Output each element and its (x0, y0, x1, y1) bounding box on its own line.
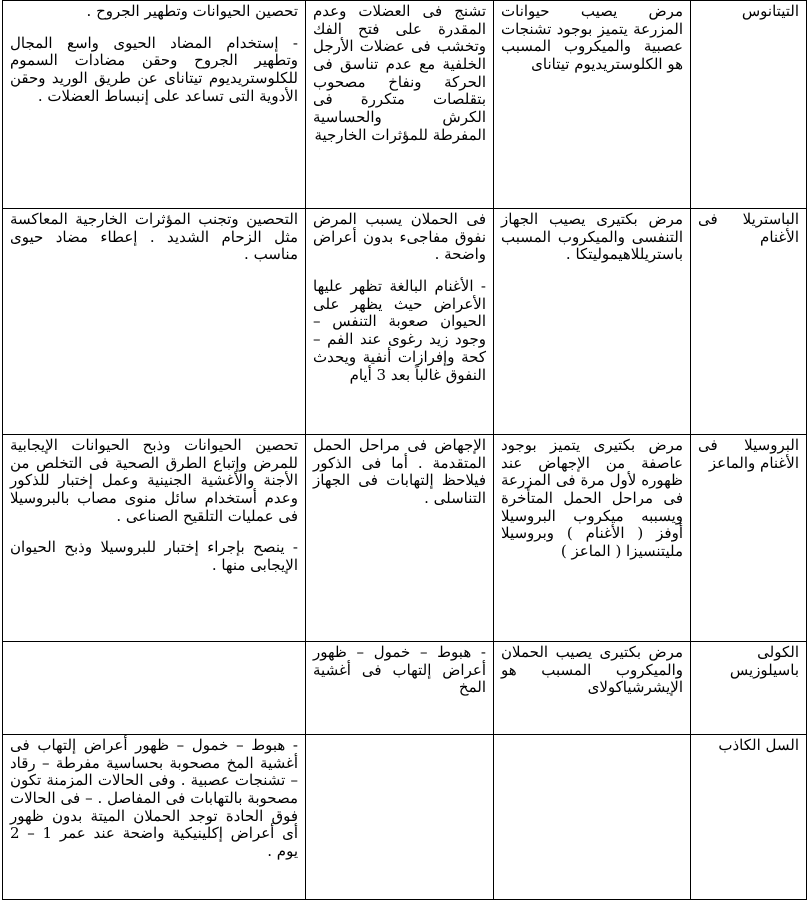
table-row (3, 209, 807, 435)
description-cell (494, 1, 691, 209)
disease-table (2, 0, 807, 900)
symptoms-cell (306, 1, 494, 209)
treatment-text: - هبوط – خمول – ظهور أعراض إلتهاب فى أغشية المخ مصحوبة بحساسية مفرطة – رقاد – تشنجات عصبية . وفى الحالات المزمنة تكون مصحوبة بالتهابات فى المفاصل . – فى الحالات فوق الحادة توجد الحملان الميتة بدون ظهور أى أعراض إكلينيكية واضحة عند عمر 1 – 2 يوم . (10, 736, 298, 861)
symptoms-cell (306, 435, 494, 642)
disease-name: الكولى باسيلوزيس (729, 643, 799, 679)
description-cell (494, 642, 691, 735)
treatment-text: - ينصح بإجراء إختبار للبروسيلا وذبح الحيوان الإيجابى منها . (10, 538, 298, 575)
treatment-text: - إستخدام المضاد الحيوى واسع المجال وتطهير الجروح وحقن مضادات السموم للكلوستريديوم تيتاناى عن طريق الوريد وحقن الأدوية التى تساعد على إنبساط العضلات . (10, 33, 298, 105)
disease-description: مرض بكتيرى يصيب الحملان والميكروب المسبب هو الإيشرشياكولاى (501, 643, 683, 697)
treatment-text: تحصين الحيوانات وتطهير الجروح . (86, 2, 298, 20)
disease-name: التيتانوس (741, 2, 799, 20)
disease-name-cell (691, 642, 807, 735)
disease-name: السل الكاذب (718, 736, 799, 754)
treatment-cell (3, 642, 306, 735)
symptoms-text: - هبوط – خمول – ظهور أعراض إلتهاب فى أغشية المخ (313, 643, 486, 697)
table-row (3, 735, 807, 900)
table-row (3, 1, 807, 209)
symptoms-text: تشنج فى العضلات وعدم المقدرة على فتح الفك وتخشب فى عضلات الأرجل الخلفية مع عدم تناسق فى الحركة ونفاخ مصحوب بتقلصات متكررة فى الكرش والحساسية المفرطة للمؤثرات الخارجية (313, 2, 486, 144)
disease-name: البروسيلا فى الأغنام والماعز (698, 436, 799, 472)
disease-description: مرض بكتيرى يصيب الجهاز التنفسى والميكروب المسبب باستريللاهيموليتكا . (501, 210, 683, 264)
disease-name-cell (691, 435, 807, 642)
treatment-cell (3, 209, 306, 435)
treatment-cell (3, 735, 306, 900)
table-row (3, 435, 807, 642)
treatment-cell (3, 435, 306, 642)
treatment-text: التحصين وتجنب المؤثرات الخارجية المعاكسة مثل الزحام الشديد . إعطاء مضاد حيوى مناسب . (10, 210, 298, 264)
disease-name: الباستريلا فى الأغنام (698, 210, 799, 246)
treatment-cell (3, 1, 306, 209)
disease-name-cell (691, 209, 807, 435)
symptoms-text: فى الحملان يسبب المرض نفوق مفاجىء بدون أعراض واضحة . (313, 210, 486, 264)
symptoms-cell (306, 209, 494, 435)
symptoms-cell (306, 642, 494, 735)
treatment-text: تحصين الحيوانات وذبح الحيوانات الإيجابية للمرض وإتباع الطرق الصحية فى التخلص من الأجنة والأغشية الجنينية وعمل إختبار للذكور وعدم أستخدام سائل منوى مصاب بالبروسيلا فى عمليات التلقيح الصناعى . (10, 436, 298, 525)
description-cell (494, 209, 691, 435)
disease-description: مرض يصيب حيوانات المزرعة يتميز بوجود تشنجات عصبية والميكروب المسبب هو الكلوستريديوم تيتاناى (501, 2, 683, 74)
symptoms-text: - الأغنام البالغة تظهر عليها الأعراض حيث يظهر على الحيوان صعوبة التنفس – وجود زيد رغوى عند الفم – كحة وإفرازات أنفية ويحدث النفوق غالباً بعد 3 أيام (313, 277, 486, 384)
symptoms-cell (306, 735, 494, 900)
description-cell (494, 735, 691, 900)
symptoms-text: الإجهاض فى مراحل الحمل المتقدمة . أما فى الذكور فيلاحظ إلتهابات فى الجهاز التناسلى . (313, 436, 486, 508)
table-row (3, 642, 807, 735)
disease-name-cell (691, 1, 807, 209)
disease-name-cell (691, 735, 807, 900)
disease-description: مرض بكتيرى يتميز بوجود عاصفة من الإجهاض عند ظهوره لأول مرة فى المزرعة فى مراحل الحمل المتأخرة ويسببه ميكروب البروسيلا أوفز ( الأغنام ) وبروسيلا مليتنسيزا ( الماعز ) (501, 436, 683, 561)
description-cell (494, 435, 691, 642)
